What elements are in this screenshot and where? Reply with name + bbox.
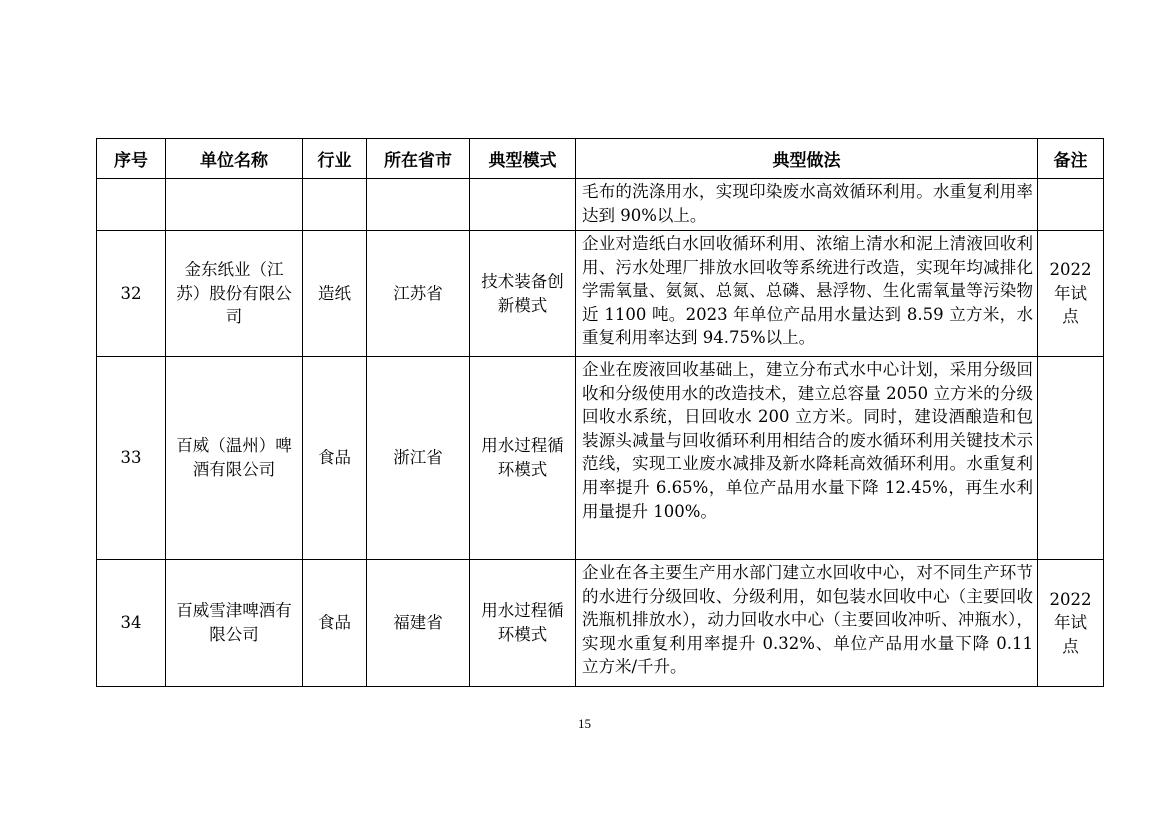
table-row [97,560,1104,687]
cell-province: 江苏省 [367,231,470,357]
page-number: 15 [578,716,591,731]
cell-industry: 食品 [303,357,367,560]
header-name: 单位名称 [166,139,303,179]
table-row [97,179,1104,231]
cell-note: 2022年试点 [1049,260,1092,327]
enterprise-table [96,138,1104,687]
cell-no: 33 [97,357,166,560]
header-mode: 典型模式 [470,139,576,179]
cell-name: 百威（温州）啤酒有限公司 [176,436,292,479]
table-row [97,357,1104,560]
cell-note [1038,357,1104,560]
table-row [97,231,1104,357]
cell-province [367,179,470,231]
cell-mode: 技术装备创新模式 [481,271,564,315]
header-industry: 行业 [303,139,367,179]
cell-industry: 食品 [303,560,367,687]
header-province: 所在省市 [367,139,470,179]
cell-method: 毛布的洗涤用水，实现印染废水高效循环利用。水重复利用率达到 90%以上。 [576,179,1038,231]
header-method: 典型做法 [576,139,1038,179]
cell-note: 2022年试点 [1049,589,1092,656]
cell-no: 32 [97,231,166,357]
table-header-row [97,139,1104,179]
cell-note [1038,179,1104,231]
cell-method: 企业在各主要生产用水部门建立水回收中心，对不同生产环节的水进行分级回收、分级利用，如包装水回收中心（主要回收洗瓶机排放水），动力回收水中心（主要回收冲听、冲瓶水），实现水重复利用率提升 0.32%、单位产品用水量下降 0.11 立方米/千升。 [576,560,1038,687]
cell-province: 福建省 [367,560,470,687]
cell-mode: 用水过程循环模式 [481,436,564,479]
cell-name: 金东纸业（江苏）股份有限公司 [176,260,292,327]
cell-no: 34 [97,560,166,687]
cell-mode: 用水过程循环模式 [481,601,564,644]
header-no: 序号 [97,139,166,179]
cell-province: 浙江省 [367,357,470,560]
cell-no [97,179,166,231]
cell-name: 百威雪津啤酒有限公司 [176,601,292,644]
cell-industry: 造纸 [303,231,367,357]
header-note: 备注 [1038,139,1104,179]
cell-method: 企业在废液回收基础上，建立分布式水中心计划，采用分级回收和分级使用水的改造技术，建立总容量 2050 立方米的分级回收水系统，日回收水 200 立方米。同时，建设酒酿造和包装源头减量与回收循环利用相结合的废水循环利用关键技术示范线，实现工业废水减排及新水降耗高效循环利用。水重复利用率提升 6.65%，单位产品用水量下降 12.45%，再生水利用量提升 100%。 [576,357,1038,560]
cell-method: 企业对造纸白水回收循环利用、浓缩上清水和泥上清液回收利用、污水处理厂排放水回收等系统进行改造，实现年均减排化学需氧量、氨氮、总氮、总磷、悬浮物、生化需氧量等污染物近 1100 吨。2023 年单位产品用水量达到 8.59 立方米，水重复利用率达到 94.75%以上。 [576,231,1038,357]
cell-industry [303,179,367,231]
cell-name [166,179,303,231]
cell-mode [470,179,576,231]
